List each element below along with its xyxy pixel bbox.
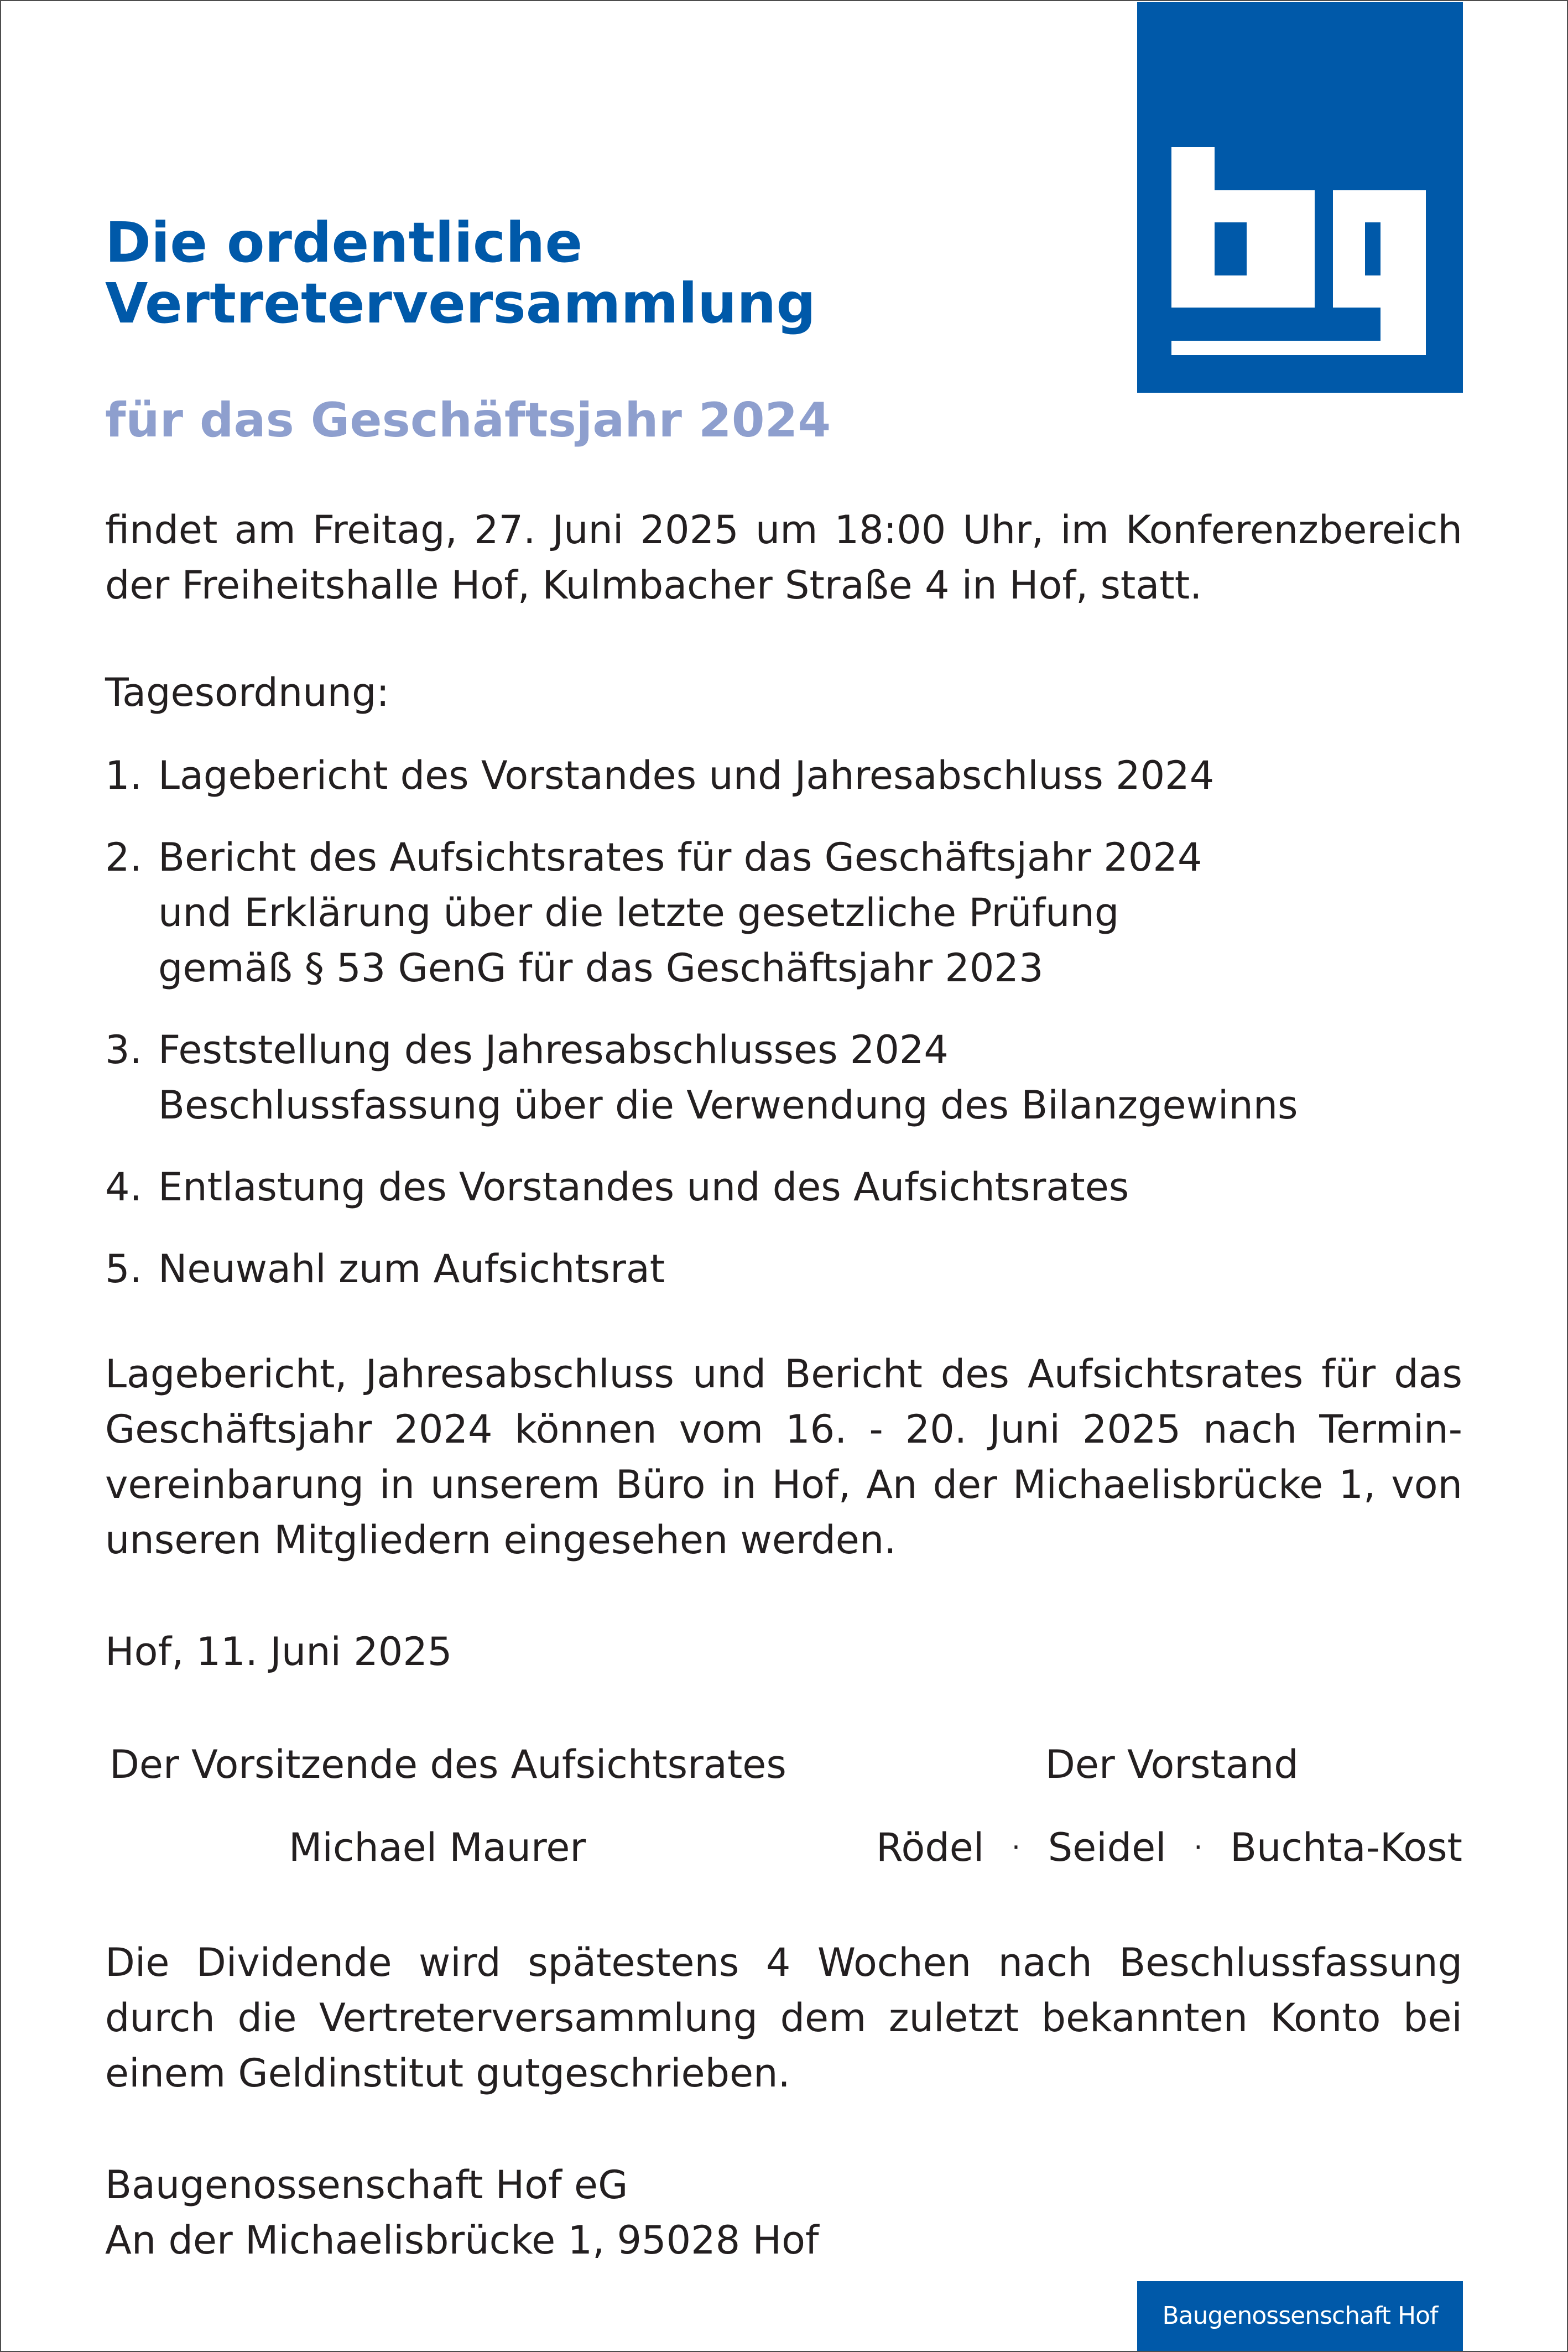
footer-badge: Baugenossenschaft Hof [1137,2281,1463,2351]
agenda-item-text: und Erklärung über die letzte gesetzliche Prüfung [158,890,1119,935]
name-separator: · [1012,1831,1020,1864]
agenda-list [105,748,1462,1323]
agenda-item-4 [105,1159,1462,1215]
address-line-1: Baugenossenschaft Hof eG [105,2162,628,2208]
company-address [105,2157,819,2268]
executive-board-names [876,1820,1462,1875]
title-line-1: Die ordentliche [105,210,583,275]
title-line-2: Vertreterversammlung [105,271,816,336]
executive-name: Rödel [876,1825,984,1870]
agenda-item-number: 5. [105,1246,142,1292]
review-notice: Lagebericht, Jahresabschluss und Bericht des Aufsichtsrates für das Geschäftsjahr 2024 können vom 16. - 20. Juni 2025 nach Terminvereinbarung in unserem Büro in Hof, An der Michaelisbrücke 1, von unseren Mitgliedern eingesehen werden. [105,1351,1462,1563]
page-title [105,212,816,334]
executive-board-title: Der Vorstand [1045,1742,1299,1787]
agenda-item-text: Beschlussfassung über die Verwendung des Bilanzgewinns [158,1083,1298,1128]
dateline: Hof, 11. Juni 2025 [105,1629,452,1674]
address-line-2: An der Michaelisbrücke 1, 95028 Hof [105,2218,819,2263]
dividend-notice: Die Dividende wird spätestens 4 Wochen nach Beschlussfassung durch die Vertreterversammlung dem zuletzt bekannten Konto bei einem Geldinstitut gutgeschrieben. [105,1940,1462,2096]
board-chair-title: Der Vorsitzende des Aufsichtsrates [110,1742,786,1787]
agenda-item-text: Entlastung des Vorstandes und des Aufsichtsrates [158,1164,1129,1210]
agenda-item-3 [105,1022,1462,1133]
agenda-item-text: gemäß § 53 GenG für das Geschäftsjahr 2023 [158,945,1044,991]
agenda-item-1 [105,748,1462,803]
agenda-item-2 [105,830,1462,996]
agenda-item-number: 4. [105,1164,142,1210]
executive-name: Seidel [1048,1825,1166,1870]
page-subtitle: für das Geschäftsjahr 2024 [105,393,831,448]
agenda-item-number: 1. [105,753,142,798]
agenda-item-text: Neuwahl zum Aufsichtsrat [158,1246,665,1292]
agenda-item-number: 2. [105,835,142,880]
executive-name: Buchta-Kost [1230,1825,1462,1870]
agenda-item-text: Bericht des Aufsichtsrates für das Geschäftsjahr 2024 [158,835,1202,880]
bg-logo-graphic [1137,2,1463,393]
agenda-item-text: Feststellung des Jahresabschlusses 2024 [158,1027,949,1073]
agenda-title: Tagesordnung: [105,670,389,715]
board-chair-name: Michael Maurer [289,1825,586,1870]
agenda-item-5 [105,1241,1462,1297]
bg-logo-icon [1137,2,1463,393]
intro-paragraph: findet am Freitag, 27. Juni 2025 um 18:00 Uhr, im Konferenzbereich der Freiheitshalle Hof, Kulmbacher Straße 4 in Hof, statt. [105,507,1462,608]
agenda-item-text: Lagebericht des Vorstandes und Jahresabschluss 2024 [158,753,1215,798]
agenda-item-number: 3. [105,1027,142,1073]
name-separator: · [1194,1831,1203,1864]
